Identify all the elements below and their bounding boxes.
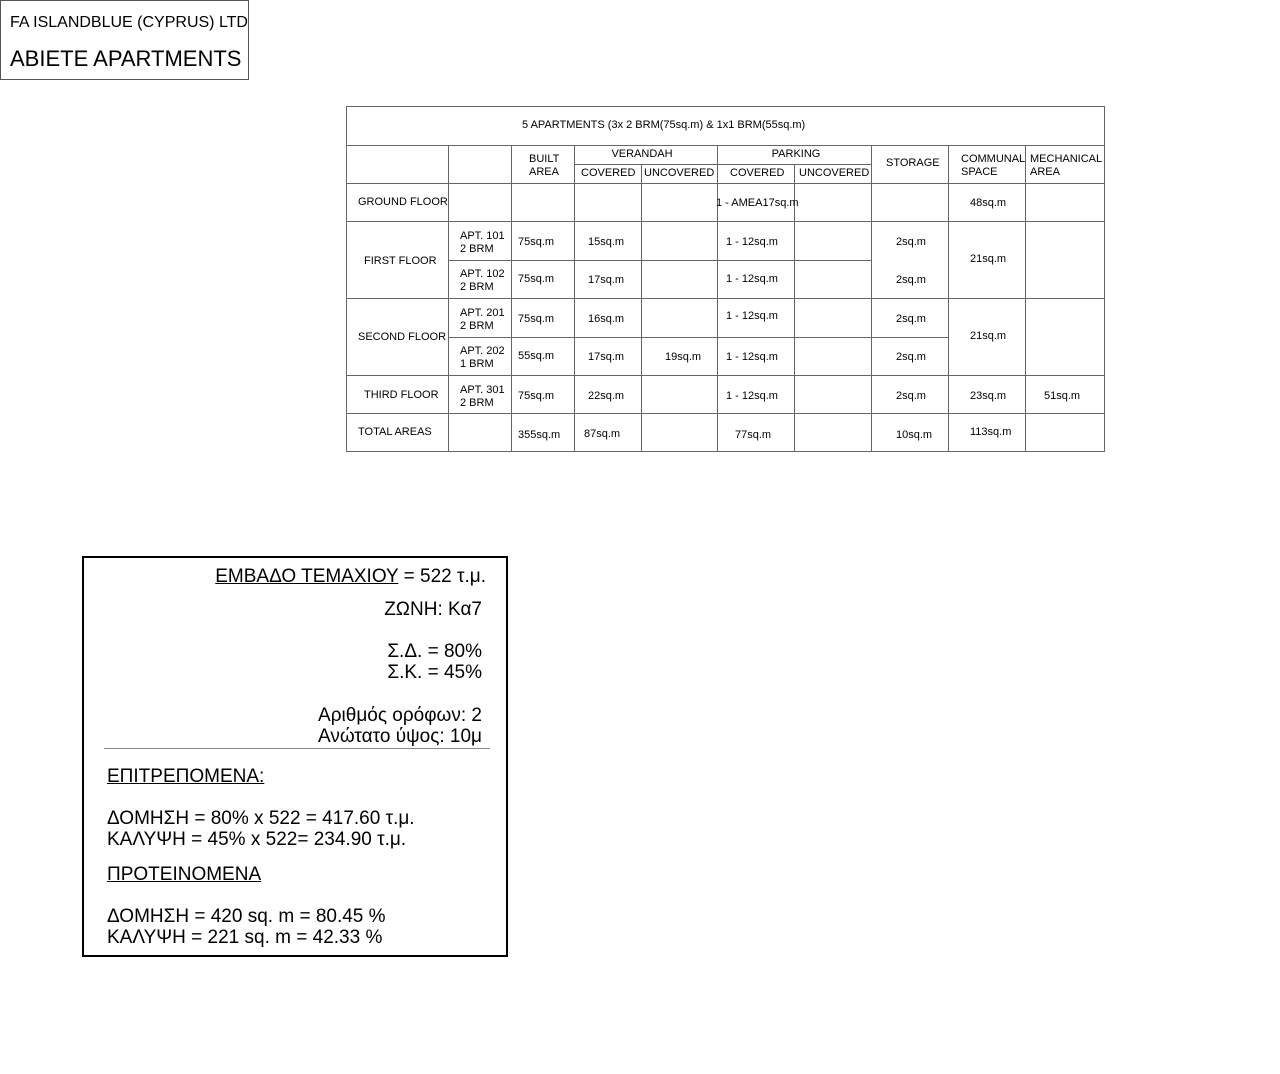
apartment-verandah-covered: 15sq.m <box>588 236 625 248</box>
header-parking-uncovered: UNCOVERED <box>799 167 870 179</box>
total-communal: 113sq.m <box>970 426 1012 438</box>
second-floor-communal: 21sq.m <box>970 330 1007 342</box>
header-mechanical-area: MECHANICAL AREA <box>1030 153 1103 178</box>
building-ratio: Σ.Δ. = 80% <box>387 641 482 662</box>
apartment-built-area: 75sq.m <box>518 390 555 402</box>
permitted-coverage: ΚΑΛΥΨΗ = 45% x 522= 234.90 τ.μ. <box>107 829 407 850</box>
apartment-parking-covered: 1 - 12sq.m <box>726 236 778 248</box>
apartment-verandah-covered: 17sq.m <box>588 351 625 363</box>
ground-communal: 48sq.m <box>970 197 1007 209</box>
zone: ΖΩΝΗ: Κα7 <box>384 599 482 620</box>
header-parking-covered: COVERED <box>730 167 785 179</box>
floor-label-second: SECOND FLOOR <box>358 331 447 343</box>
divider <box>104 748 490 749</box>
apartment-name: APT. 201 2 BRM <box>460 307 505 332</box>
apartment-built-area: 75sq.m <box>518 313 555 325</box>
max-height: Ανώτατο ύψος: 10μ <box>318 726 482 747</box>
apartment-name: APT. 202 1 BRM <box>460 345 505 370</box>
area-schedule-table <box>346 106 1105 452</box>
first-floor-communal: 21sq.m <box>970 253 1007 265</box>
number-of-floors: Αριθμός ορόφων: 2 <box>318 705 482 726</box>
proposed-coverage: ΚΑΛΥΨΗ = 221 sq. m = 42.33 % <box>107 927 383 948</box>
plot-area-line <box>215 566 486 588</box>
floor-label-total: TOTAL AREAS <box>358 426 432 438</box>
title-block <box>0 0 249 80</box>
header-built-area: BUILT AREA <box>529 153 560 178</box>
apartment-name: APT. 101 2 BRM <box>460 230 505 255</box>
third-floor-mechanical: 51sq.m <box>1044 390 1081 402</box>
header-verandah: VERANDAH <box>611 148 673 160</box>
proposed-building: ΔΟΜΗΣΗ = 420 sq. m = 80.45 % <box>107 906 386 927</box>
header-verandah-covered: COVERED <box>581 167 636 179</box>
apartment-parking-covered: 1 - 12sq.m <box>726 351 778 363</box>
total-parking-covered: 77sq.m <box>735 429 772 441</box>
apartment-parking-covered: 1 - 12sq.m <box>726 273 778 285</box>
header-verandah-uncovered: UNCOVERED <box>644 167 715 179</box>
coverage-ratio: Σ.Κ. = 45% <box>387 662 482 683</box>
apartment-storage: 2sq.m <box>896 313 926 325</box>
apartment-storage: 2sq.m <box>896 390 926 402</box>
plot-area-value: = 522 τ.μ. <box>398 566 486 587</box>
total-verandah-covered: 87sq.m <box>584 428 621 440</box>
permitted-heading: ΕΠΙΤΡΕΠΟΜΕΝΑ: <box>107 766 265 787</box>
header-communal-space: COMMUNAL SPACE <box>961 153 1026 178</box>
apartment-storage: 2sq.m <box>896 274 926 286</box>
schedule-heading: 5 APARTMENTS (3x 2 BRM(75sq.m) & 1x1 BRM(55sq.m) <box>522 119 806 131</box>
proposed-heading: ΠΡΟΤΕΙΝΟΜΕΝΑ <box>107 864 262 885</box>
apartment-built-area: 75sq.m <box>518 273 555 285</box>
apartment-built-area: 75sq.m <box>518 236 555 248</box>
apartment-storage: 2sq.m <box>896 236 926 248</box>
plot-area-label: ΕΜΒΑΔΟ ΤΕΜΑΧΙΟΥ <box>215 566 399 587</box>
apartment-verandah-covered: 17sq.m <box>588 274 625 286</box>
apartment-parking-covered: 1 - 12sq.m <box>726 390 778 402</box>
apartment-verandah-covered: 16sq.m <box>588 313 625 325</box>
planning-parameters-box <box>82 556 508 957</box>
apartment-storage: 2sq.m <box>896 351 926 363</box>
apartment-verandah-uncovered: 19sq.m <box>665 351 702 363</box>
header-storage: STORAGE <box>886 157 940 169</box>
permitted-building: ΔΟΜΗΣΗ = 80% x 522 = 417.60 τ.μ. <box>107 808 415 829</box>
apartment-parking-covered: 1 - 12sq.m <box>726 310 778 322</box>
floor-label-ground: GROUND FLOOR <box>358 196 448 208</box>
apartment-built-area: 55sq.m <box>518 350 555 362</box>
total-storage: 10sq.m <box>896 429 933 441</box>
project-name: ABIETE APARTMENTS <box>10 46 242 71</box>
apartment-verandah-covered: 22sq.m <box>588 390 625 402</box>
ground-parking-covered: 1 - AMEA17sq.m <box>716 197 799 209</box>
third-floor-communal: 23sq.m <box>970 390 1007 402</box>
company-name: FA ISLANDBLUE (CYPRUS) LTD <box>10 14 248 31</box>
total-built-area: 355sq.m <box>518 429 561 441</box>
header-parking: PARKING <box>771 148 821 160</box>
floor-label-first: FIRST FLOOR <box>364 255 437 267</box>
apartment-name: APT. 102 2 BRM <box>460 268 505 293</box>
floor-label-third: THIRD FLOOR <box>364 389 439 401</box>
apartment-name: APT. 301 2 BRM <box>460 384 505 409</box>
